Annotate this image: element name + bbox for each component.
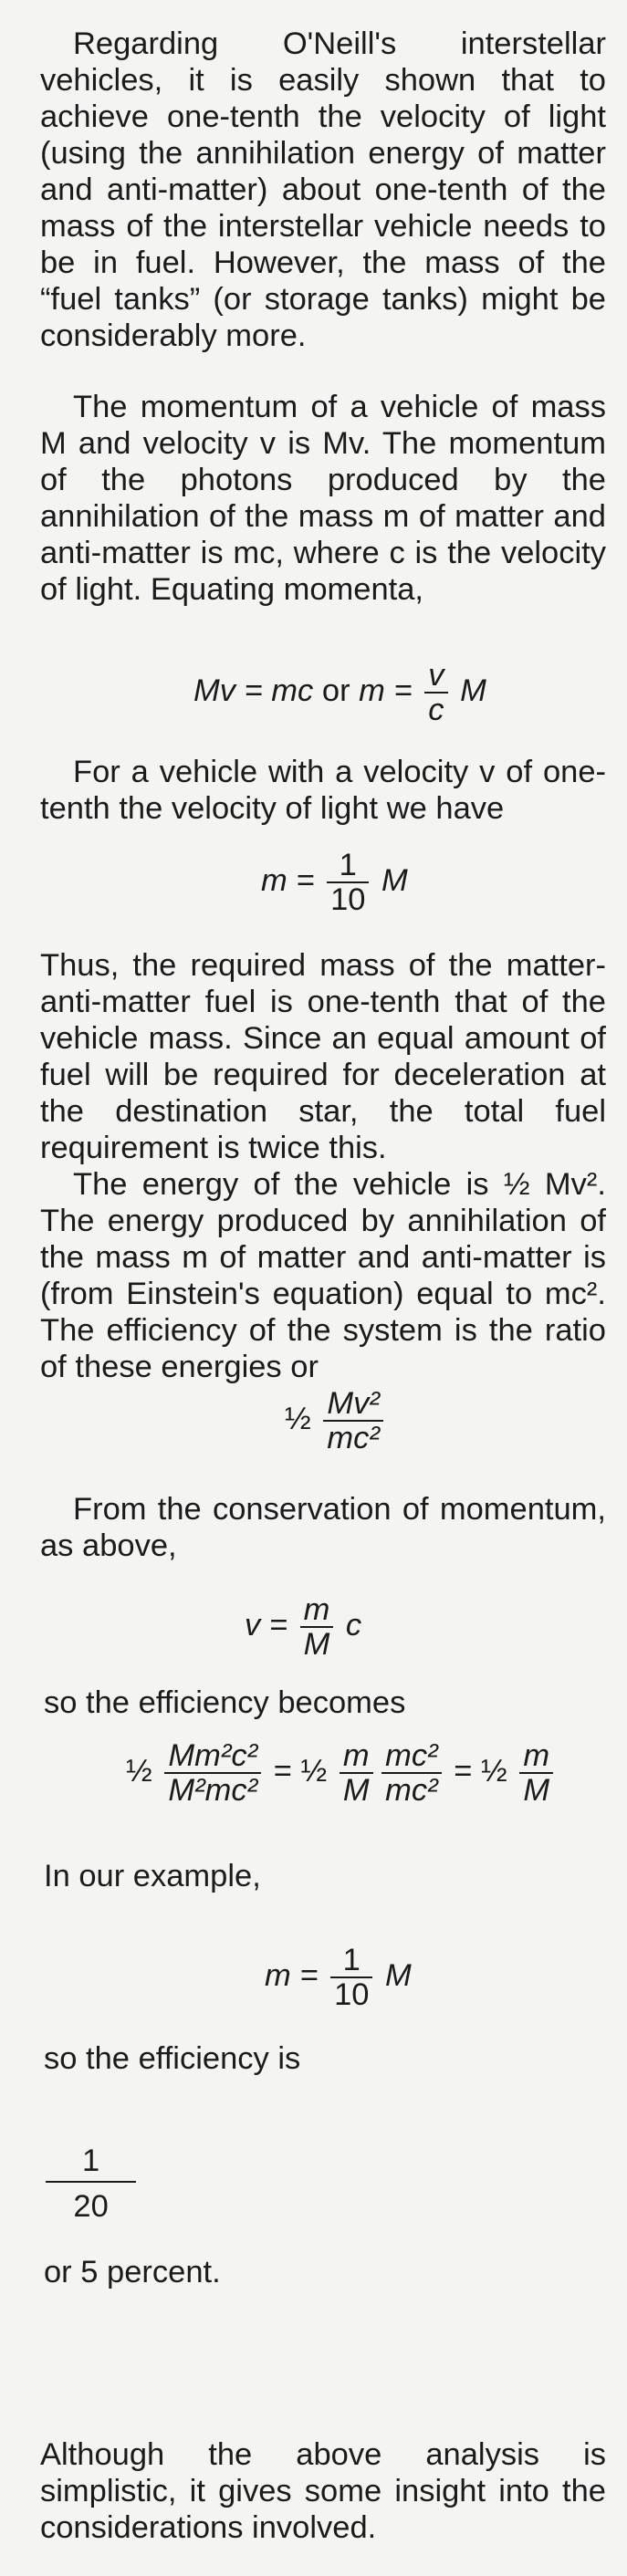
equation-example-mass bbox=[265, 1944, 412, 2011]
eq6-fraction bbox=[330, 1944, 372, 2011]
eq3-fraction bbox=[323, 1387, 382, 1455]
eq7-numerator: 1 bbox=[46, 2144, 136, 2183]
eq4-fraction bbox=[300, 1593, 334, 1661]
eq5-denominator-2b: mc² bbox=[385, 1773, 438, 1808]
eq5-numerator-2a: m bbox=[340, 1739, 373, 1774]
equation-momentum bbox=[193, 659, 486, 726]
paragraph-our-example: In our example, bbox=[44, 1859, 261, 1893]
eq5-equals-1: = bbox=[273, 1754, 292, 1789]
eq2-numerator: 1 bbox=[327, 849, 369, 883]
eq1-rhs-m: m = bbox=[359, 673, 413, 709]
eq1-numerator: v bbox=[424, 659, 447, 694]
eq5-fraction-2b bbox=[381, 1739, 441, 1807]
eq2-tail: M bbox=[381, 863, 408, 899]
equation-efficiency-ratio bbox=[285, 1387, 387, 1455]
equation-mass-ratio bbox=[261, 849, 408, 916]
eq1-lhs: Mv = mc bbox=[193, 673, 314, 709]
paragraph-conservation: From the conservation of momentum, as above, bbox=[40, 1492, 606, 1563]
paragraph-five-percent: or 5 percent. bbox=[44, 2255, 221, 2289]
eq4-denominator: M bbox=[303, 1627, 330, 1662]
eq3-half: ½ bbox=[285, 1402, 311, 1437]
eq5-denominator-2a: M bbox=[342, 1773, 370, 1808]
paragraph-momentum: The momentum of a vehicle of mass M and velocity v is Mv. The momentum of the photons produced by the annihilation of the mass m of matter and anti-matter is mc, where c is the velocity of light. Equating momenta, bbox=[40, 390, 606, 607]
paragraph-energy: The energy of the vehicle is ½ Mv². The energy produced by annihilation of the mass m of matter and anti-matter is (from Einstein's equation) equal to mc². The efficiency of the system is the ratio of these energies or bbox=[40, 1167, 606, 1384]
eq5-half-1: ½ bbox=[126, 1754, 152, 1789]
eq3-denominator: mc² bbox=[327, 1421, 380, 1455]
eq2-fraction bbox=[327, 849, 369, 916]
eq1-fraction bbox=[424, 659, 447, 726]
equation-result-fraction bbox=[46, 2144, 136, 2223]
eq5-denominator-1: M²mc² bbox=[168, 1773, 258, 1808]
eq7-denominator: 20 bbox=[73, 2189, 109, 2224]
eq3-numerator: Mv² bbox=[323, 1387, 382, 1422]
paragraph-efficiency-becomes: so the efficiency becomes bbox=[44, 1685, 406, 1720]
eq2-lhs: m = bbox=[261, 863, 315, 899]
paragraph-fuel: Thus, the required mass of the matter-anti-matter fuel is one-tenth that of the vehicle mass. Since an equal amount of fuel will be required for deceleration at the destination star, the total fuel requirement is twice this. bbox=[40, 948, 606, 1165]
eq6-numerator: 1 bbox=[330, 1944, 372, 1978]
eq5-fraction-2a bbox=[340, 1739, 373, 1807]
eq4-tail: c bbox=[345, 1608, 362, 1643]
eq5-half-3: ½ bbox=[480, 1754, 507, 1789]
paragraph-efficiency-is: so the efficiency is bbox=[44, 2041, 301, 2076]
equation-velocity bbox=[245, 1593, 361, 1661]
eq6-tail: M bbox=[385, 1958, 412, 1994]
eq6-denominator: 10 bbox=[334, 1977, 370, 2012]
eq5-fraction-1 bbox=[164, 1739, 261, 1807]
eq1-tail: M bbox=[460, 673, 486, 709]
eq5-fraction-3 bbox=[519, 1739, 553, 1807]
paragraph-conclusion: Although the above analysis is simplistic, it gives some insight into the considerations involved. bbox=[40, 2437, 606, 2545]
eq2-denominator: 10 bbox=[330, 882, 366, 917]
eq5-numerator-1: Mm²c² bbox=[164, 1739, 261, 1774]
eq5-denominator-3: M bbox=[523, 1773, 550, 1808]
eq5-numerator-3: m bbox=[519, 1739, 553, 1774]
eq5-numerator-2b: mc² bbox=[381, 1739, 441, 1774]
equation-efficiency-simplified bbox=[126, 1739, 557, 1807]
paragraph-intro: Regarding O'Neill's interstellar vehicles, it is easily shown that to achieve one-tenth the velocity of light (using the annihilation energy of matter and anti-matter) about one-tenth of the mass of the interstellar vehicle needs to be in fuel. However, the mass of the “fuel tanks” (or storage tanks) might be considerably more. bbox=[40, 26, 606, 353]
eq7-fraction bbox=[46, 2144, 136, 2223]
eq5-equals-2: = bbox=[454, 1754, 473, 1789]
eq1-denominator: c bbox=[428, 693, 444, 727]
paragraph-velocity: For a vehicle with a velocity v of one-tenth the velocity of light we have bbox=[40, 755, 606, 826]
eq4-numerator: m bbox=[300, 1593, 334, 1628]
eq5-half-2: ½ bbox=[300, 1754, 328, 1789]
eq4-lhs: v = bbox=[245, 1608, 287, 1643]
eq6-lhs: m = bbox=[265, 1958, 319, 1994]
eq1-connector: or bbox=[321, 673, 350, 709]
